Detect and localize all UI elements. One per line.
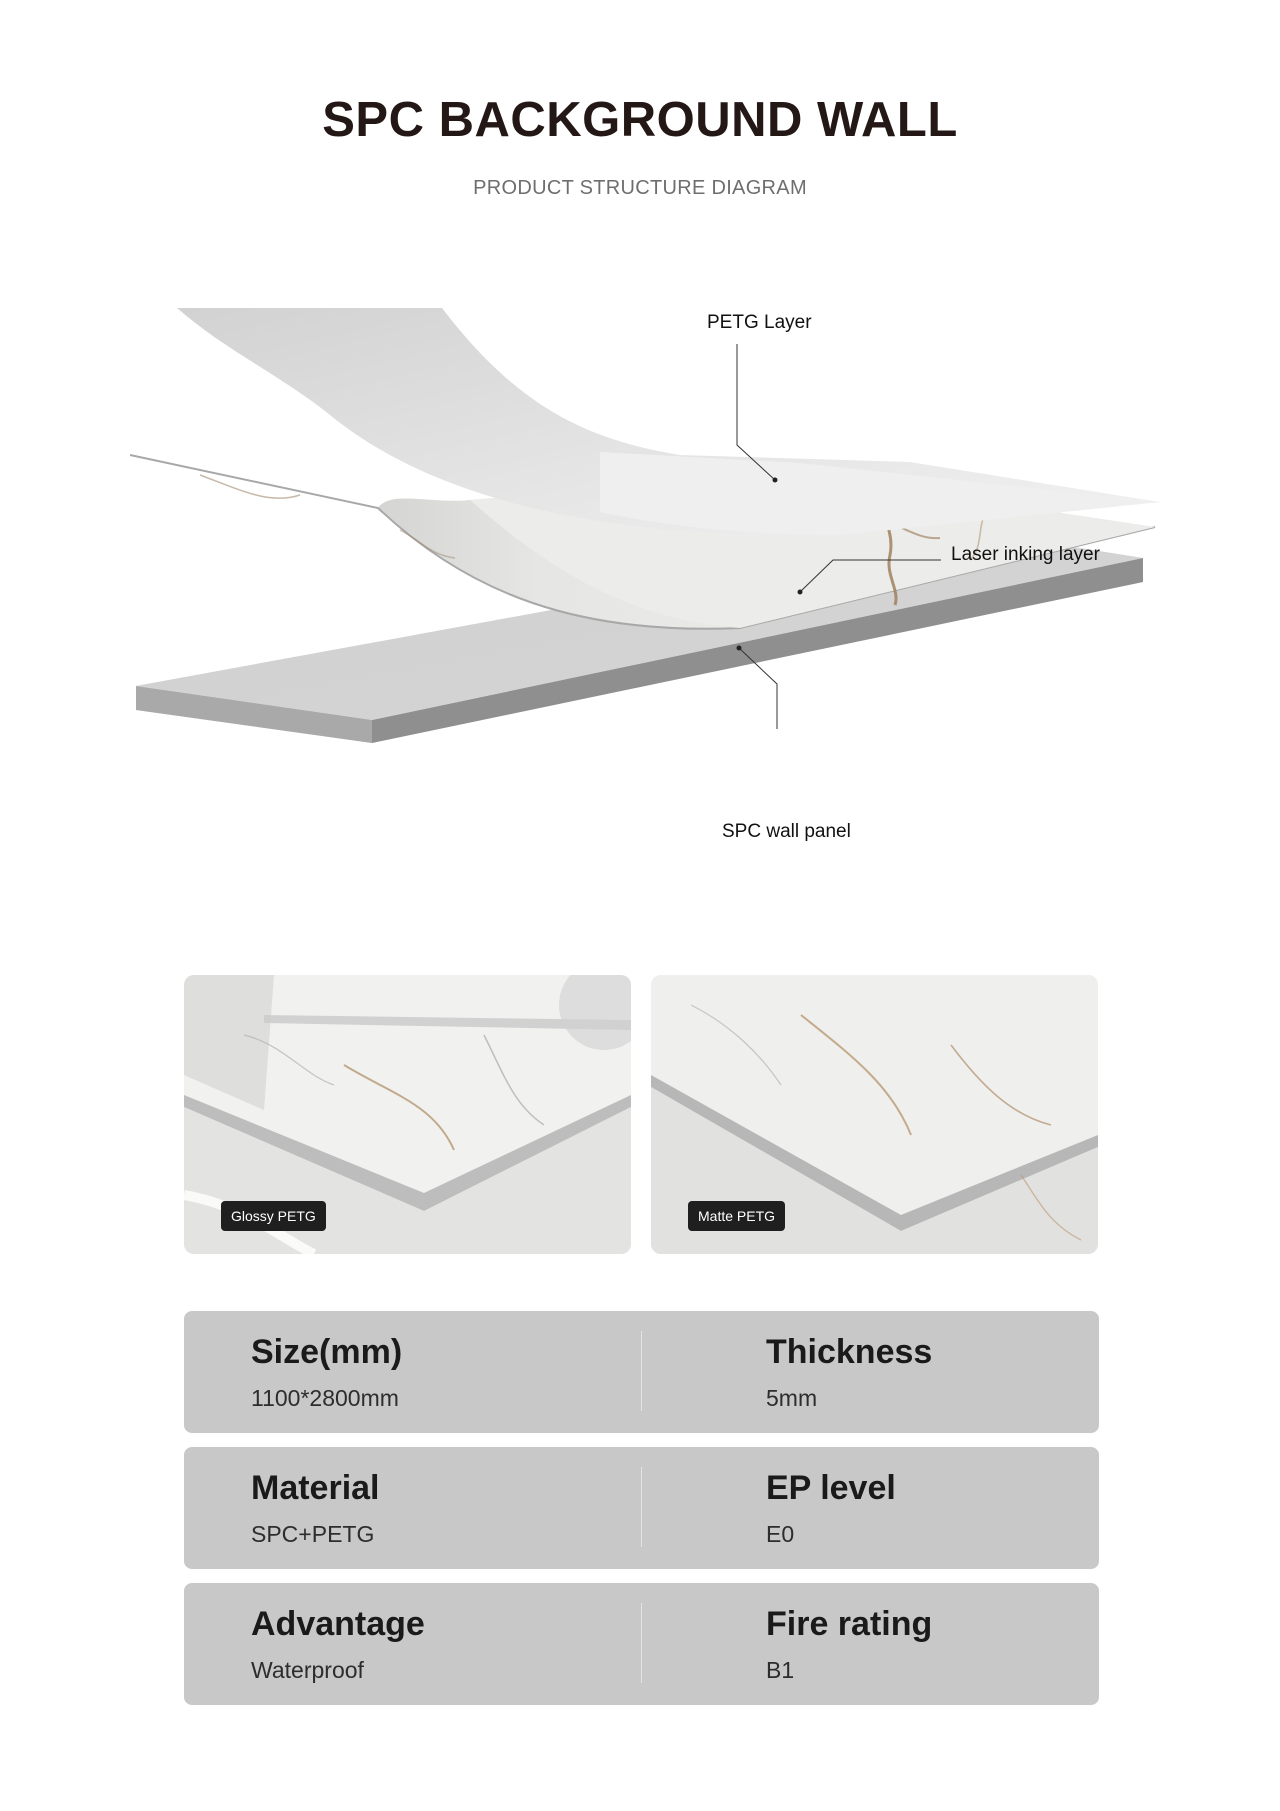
spec-value: B1: [766, 1657, 795, 1683]
spc-marker: [737, 646, 742, 651]
spec-row-advantage-fire: [184, 1583, 1099, 1705]
petg-layer: [177, 308, 1160, 535]
spec-divider: [641, 1331, 642, 1411]
spec-value: Waterproof: [251, 1657, 364, 1683]
spec-label: Size(mm): [251, 1333, 403, 1371]
spec-value: 5mm: [766, 1385, 818, 1411]
spec-divider: [641, 1603, 642, 1683]
glossy-petg-tag: Glossy PETG: [221, 1201, 326, 1231]
matte-petg-photo: [651, 975, 1098, 1254]
spec-row-material-ep: [184, 1447, 1099, 1569]
structure-diagram: [0, 290, 1280, 910]
glossy-petg-photo: [184, 975, 631, 1254]
matte-petg-tag: Matte PETG: [688, 1201, 785, 1231]
callout-laser-inking-layer: Laser inking layer: [951, 544, 1100, 565]
spec-label: EP level: [766, 1469, 896, 1507]
page-title: SPC BACKGROUND WALL: [322, 93, 958, 147]
callout-petg-layer: PETG Layer: [707, 312, 812, 333]
spec-value: E0: [766, 1521, 795, 1547]
page-subtitle: PRODUCT STRUCTURE DIAGRAM: [473, 177, 807, 199]
layer-illustration: [0, 290, 1280, 910]
laser-marker: [798, 590, 803, 595]
spec-label: Thickness: [766, 1333, 933, 1371]
spec-value: 1100*2800mm: [251, 1385, 399, 1411]
spec-value: SPC+PETG: [251, 1521, 375, 1547]
spec-row-size-thickness: [184, 1311, 1099, 1433]
petg-marker: [773, 478, 778, 483]
callout-spc-wall-panel: SPC wall panel: [722, 821, 851, 842]
spec-divider: [641, 1467, 642, 1547]
spec-label: Material: [251, 1469, 380, 1507]
spec-label: Fire rating: [766, 1605, 933, 1643]
spec-label: Advantage: [251, 1605, 425, 1643]
